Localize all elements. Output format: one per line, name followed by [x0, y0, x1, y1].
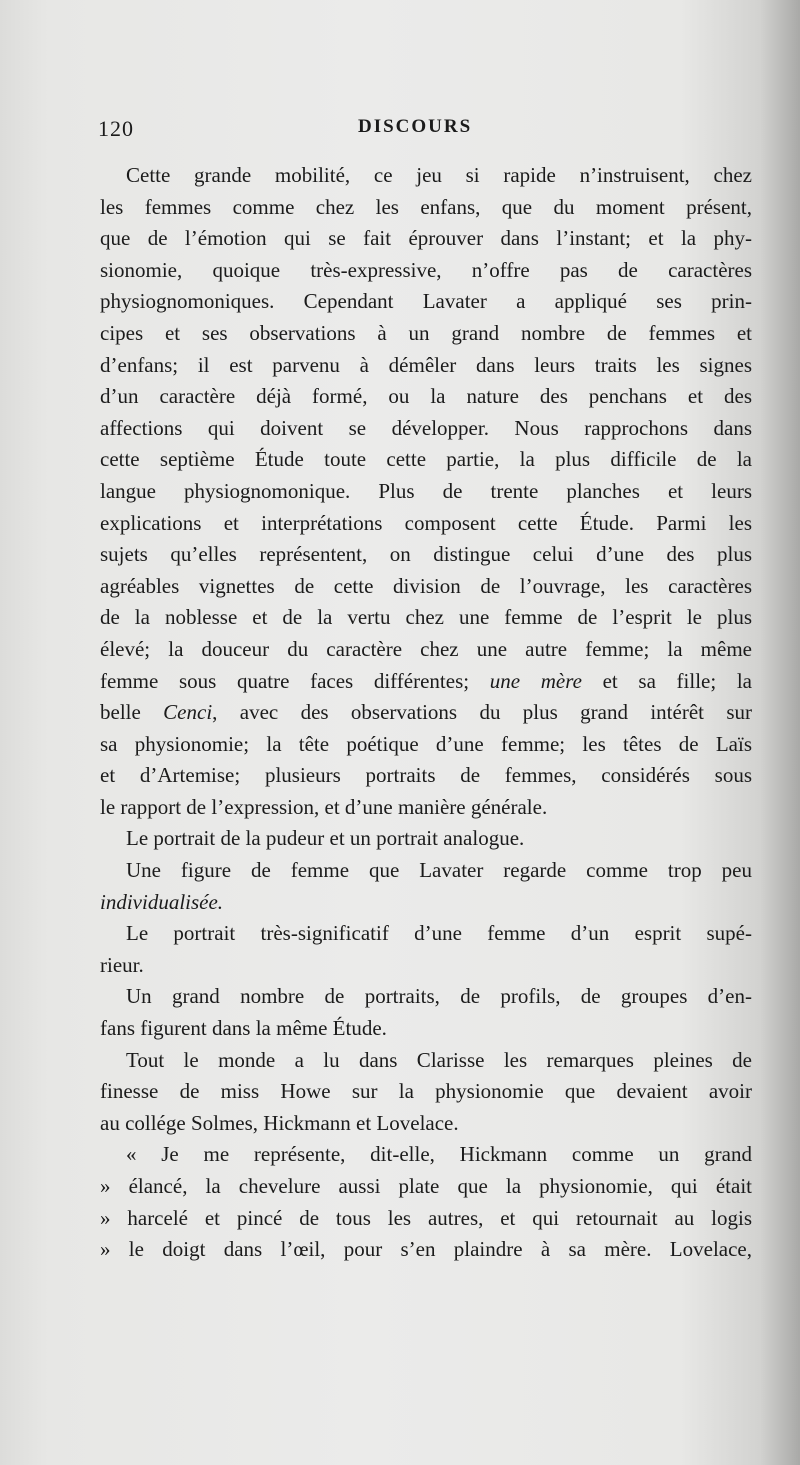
- body-text: [100, 160, 752, 1266]
- text-line: Un grand nombre de portraits, de profils, de groupes d’en-: [126, 984, 752, 1009]
- text-line: au collége Solmes, Hickmann et Lovelace.: [100, 1110, 459, 1135]
- text-line: affections qui doivent se développer. Nous rapprochons dans: [100, 415, 752, 440]
- text-segment: et sa fille; la: [602, 668, 753, 693]
- section-title: DISCOURS: [358, 116, 473, 137]
- text-line: les femmes comme chez les enfans, que du moment présent,: [100, 194, 752, 219]
- text-segment: femme sous quatre faces différentes;: [100, 668, 470, 693]
- text-line: physiognomoniques. Cependant Lavater a appliqué ses prin-: [100, 289, 752, 314]
- text-line: que de l’émotion qui se fait éprouver dans l’instant; et la phy-: [100, 226, 752, 251]
- text-line: [100, 697, 752, 729]
- italic-name: Cenci: [163, 700, 213, 725]
- text-line: Tout le monde a lu dans Clarisse les remarques pleines de: [126, 1047, 752, 1072]
- text-line: sujets qu’elles représentent, on distingue celui d’une des plus: [100, 542, 752, 567]
- text-line: d’enfans; il est parvenu à démêler dans leurs traits les signes: [100, 352, 752, 377]
- text-line: cette septième Étude toute cette partie, la plus difficile de la: [100, 447, 752, 472]
- text-line: » le doigt dans l’œil, pour s’en plaindre à sa mère. Lovelace,: [100, 1237, 752, 1262]
- text-line: de la noblesse et de la vertu chez une femme de l’esprit le plus: [100, 605, 752, 630]
- text-line: » élancé, la chevelure aussi plate que la physionomie, qui était: [100, 1174, 752, 1198]
- text-segment: , avec des observations du plus grand intérêt sur: [212, 700, 752, 725]
- text-segment: belle: [100, 700, 141, 725]
- text-line: Le portrait très-significatif d’une femme d’un esprit supé-: [126, 921, 752, 946]
- text-line: agréables vignettes de cette division de l’ouvrage, les caractères: [100, 573, 752, 598]
- text-line: le rapport de l’expression, et d’une manière générale.: [100, 794, 548, 819]
- text-line: élevé; la douceur du caractère chez une autre femme; la même: [100, 636, 752, 661]
- text-line: [100, 666, 752, 698]
- text-line: Le portrait de la pudeur et un portrait analogue.: [126, 826, 525, 851]
- text-line: sionomie, quoique très-expressive, n’offre pas de caractères: [100, 257, 752, 282]
- text-line: cipes et ses observations à un grand nombre de femmes et: [100, 320, 752, 345]
- text-line: sa physionomie; la tête poétique d’une femme; les têtes de Laïs: [100, 731, 752, 756]
- text-line: et d’Artemise; plusieurs portraits de femmes, considérés sous: [100, 763, 752, 788]
- text-line: fans figurent dans la même Étude.: [100, 1016, 387, 1041]
- page-number: 120: [98, 116, 134, 141]
- text-line: « Je me représente, dit-elle, Hickmann comme un grand: [126, 1142, 752, 1167]
- text-line: Cette grande mobilité, ce jeu si rapide n’instruisent, chez: [126, 163, 752, 187]
- text-line: d’un caractère déjà formé, ou la nature des penchans et des: [100, 384, 752, 409]
- text-line: finesse de miss Howe sur la physionomie que devaient avoir: [100, 1079, 752, 1104]
- text-line: [100, 887, 752, 919]
- text-line: Une figure de femme que Lavater regarde comme trop peu: [126, 858, 752, 883]
- text-line: » harcelé et pincé de tous les autres, et qui retournait au logis: [100, 1205, 752, 1230]
- italic-phrase: une mère: [489, 668, 582, 693]
- text-line: langue physiognomonique. Plus de trente planches et leurs: [100, 478, 752, 503]
- italic-word: individualisée.: [100, 889, 224, 914]
- running-head: [98, 116, 750, 146]
- text-line: explications et interprétations composent cette Étude. Parmi les: [100, 510, 752, 535]
- text-line: rieur.: [100, 952, 144, 977]
